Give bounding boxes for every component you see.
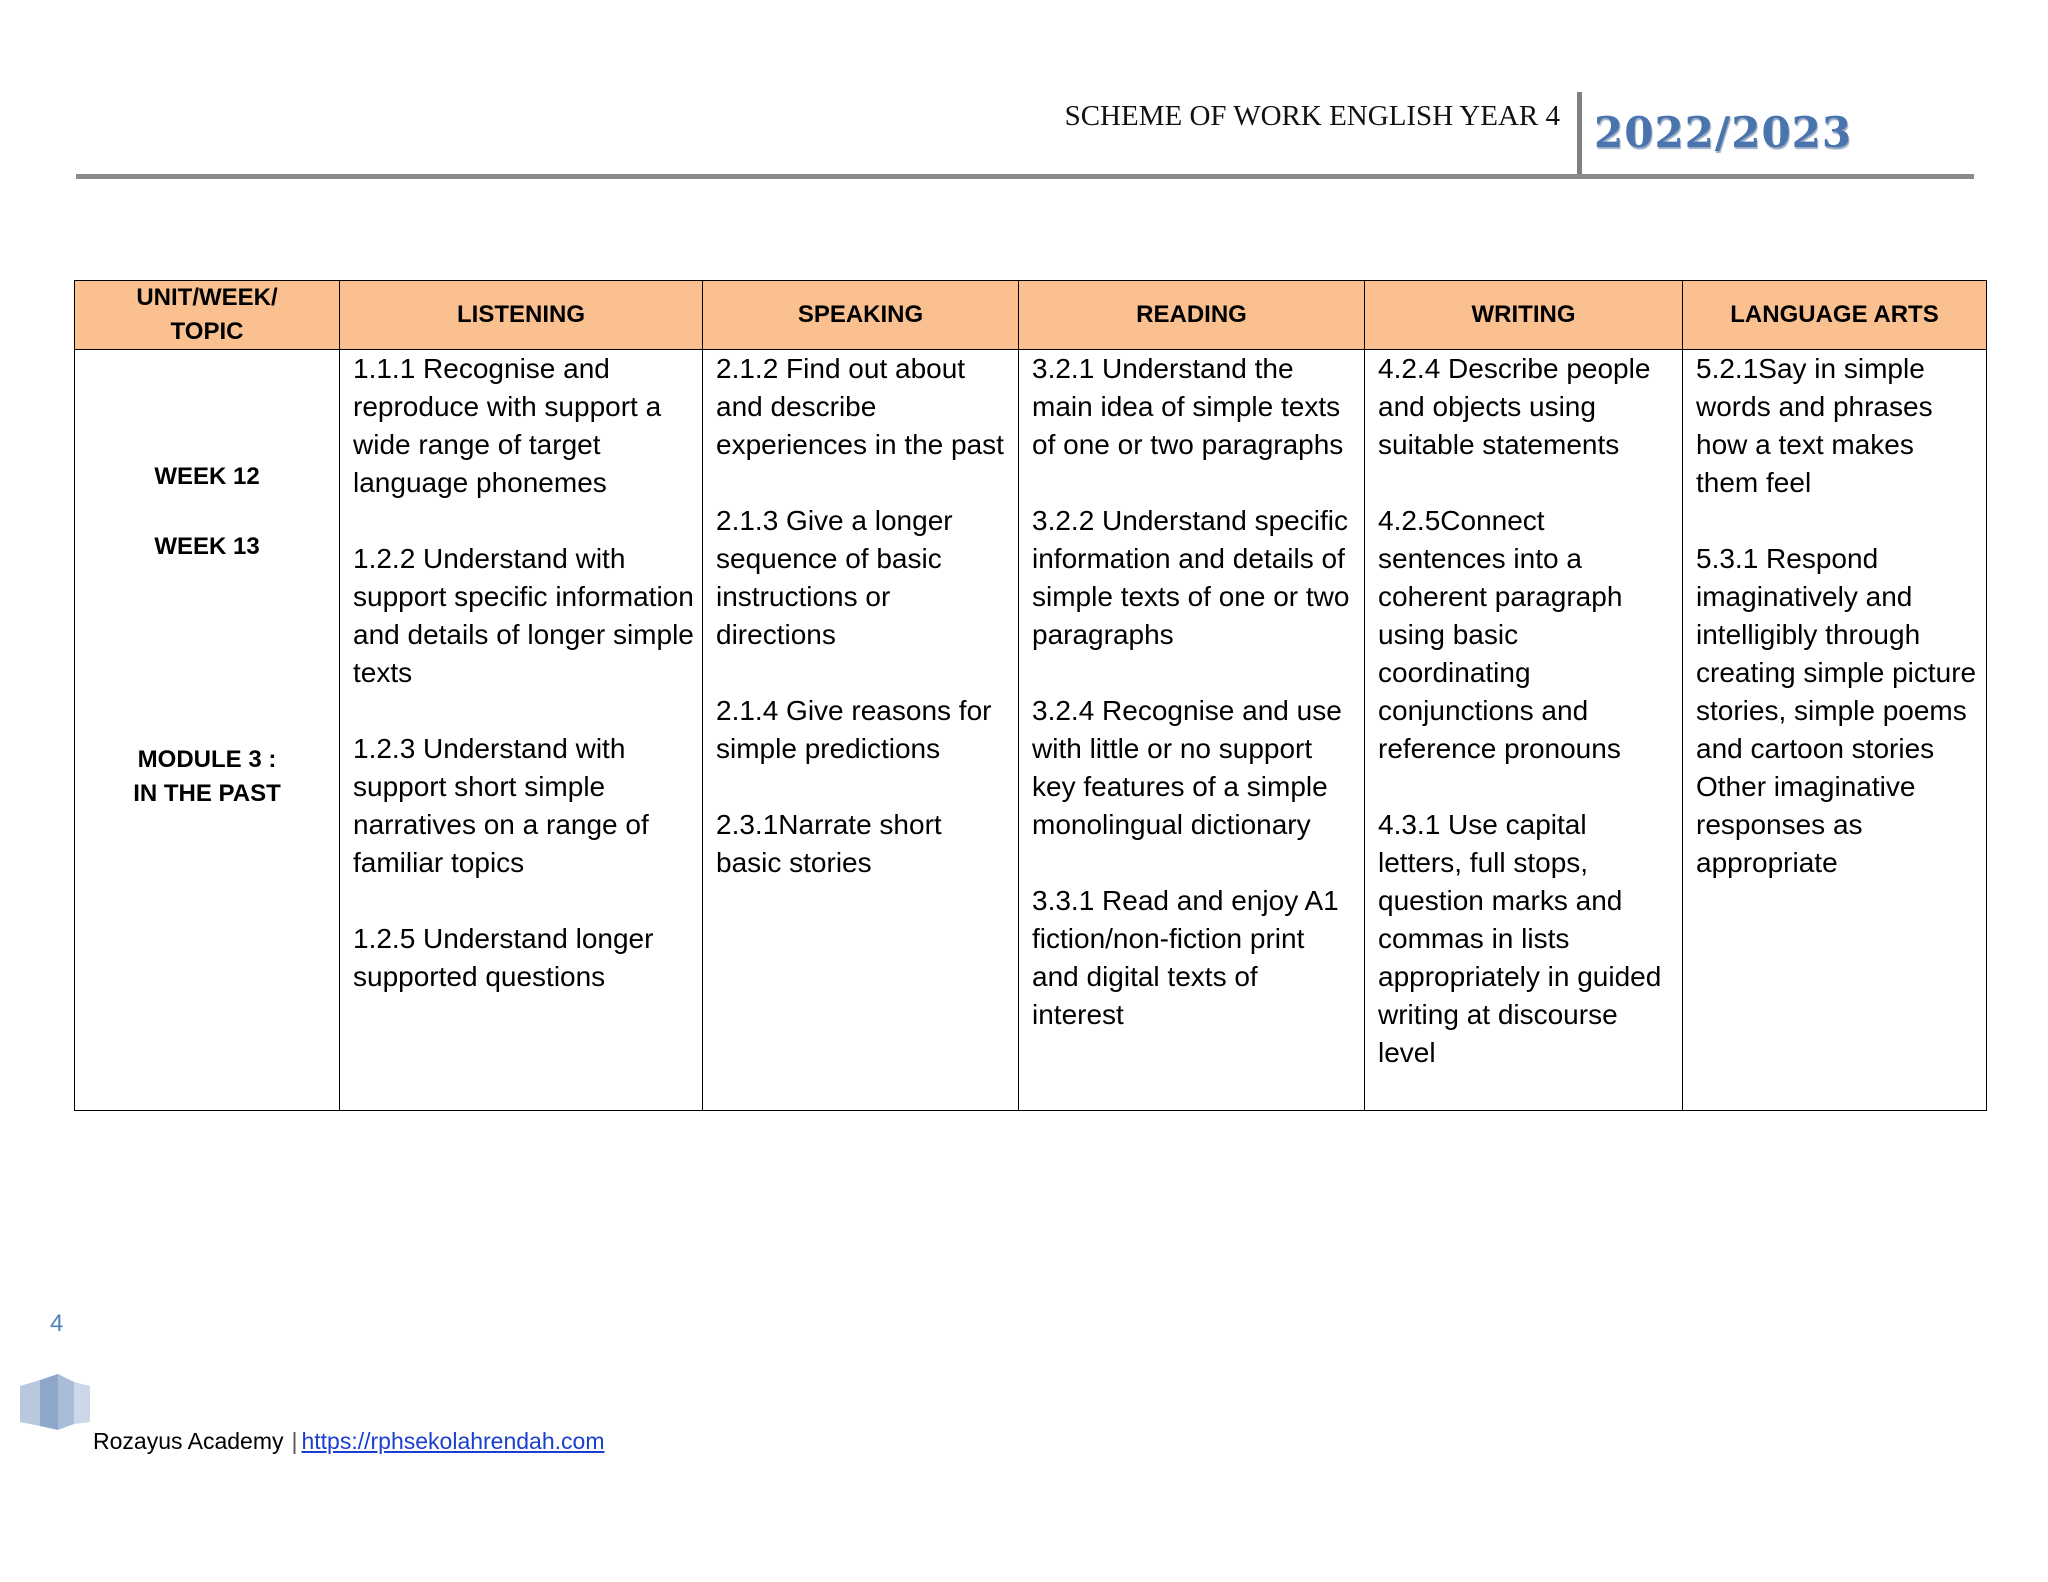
footer [93,1428,604,1455]
reading-item: 3.2.1 Understand the main idea of simple texts of one or two paragraphs [1032,353,1344,460]
speaking-item: 2.1.3 Give a longer sequence of basic instructions or directions [716,505,953,650]
header-title: SCHEME OF WORK ENGLISH YEAR 4 [1064,100,1560,132]
listening-item: 1.1.1 Recognise and reproduce with support a wide range of target language phonemes [353,353,662,498]
header-reading: READING [1019,281,1365,350]
header-unit-week-topic: UNIT/WEEK/ TOPIC [75,281,340,350]
writing-item: 4.2.5Connect sentences into a coherent paragraph using basic coordinating conjunctions and reference pronouns [1378,505,1623,764]
footer-separator: | [291,1428,298,1454]
header-listening: LISTENING [340,281,703,350]
header-rule [76,174,1974,179]
header-writing: WRITING [1365,281,1683,350]
language-arts-item: Other imaginative responses as appropriate [1696,771,1916,878]
reading-item: 3.2.4 Recognise and use with little or no support key features of a simple monolingual dictionary [1032,695,1342,840]
footer-link[interactable]: https://rphsekolahrendah.com [301,1428,605,1454]
week-label: WEEK 12 [154,463,260,490]
unit-cell [75,350,340,1111]
listening-item: 1.2.3 Understand with support short simple narratives on a range of familiar topics [353,733,649,878]
header-year: 2022/2023 [1594,108,1853,157]
table-header-row [75,281,1987,350]
speaking-cell [703,350,1019,1111]
listening-cell [340,350,703,1111]
language-arts-cell [1683,350,1987,1111]
language-arts-item: 5.2.1Say in simple words and phrases how a text makes them feel [1696,353,1933,498]
book-logo-icon [18,1372,92,1432]
writing-item: 4.2.4 Describe people and objects using suitable statements [1378,353,1651,460]
listening-item: 1.2.5 Understand longer supported questions [353,923,654,992]
header-language-arts: LANGUAGE ARTS [1683,281,1987,350]
reading-item: 3.3.1 Read and enjoy A1 fiction/non-fiction print and digital texts of interest [1032,885,1339,1030]
speaking-item: 2.1.2 Find out about and describe experiences in the past [716,353,1004,460]
writing-item: 4.3.1 Use capital letters, full stops, question marks and commas in lists appropriately in guided writing at discourse level [1378,809,1662,1068]
table-row [75,350,1987,1111]
speaking-item: 2.1.4 Give reasons for simple predictions [716,695,992,764]
language-arts-item: 5.3.1 Respond imaginatively and intelligibly through creating simple picture stories, simple poems and cartoon stories [1696,543,1977,764]
listening-item: 1.2.2 Understand with support specific information and details of longer simple texts [353,543,694,688]
topic-label: IN THE PAST [133,780,281,807]
reading-cell [1019,350,1365,1111]
module-label: MODULE 3 : [137,746,277,773]
reading-item: 3.2.2 Understand specific information and details of simple texts of one or two paragraphs [1032,505,1350,650]
writing-cell [1365,350,1683,1111]
speaking-item: 2.3.1Narrate short basic stories [716,809,942,878]
header-divider [1577,92,1582,174]
week-label: WEEK 13 [154,533,260,560]
footer-brand: Rozayus Academy [93,1428,284,1454]
header-speaking: SPEAKING [703,281,1019,350]
page-number: 4 [50,1310,64,1337]
scheme-of-work-table [74,280,1987,1111]
